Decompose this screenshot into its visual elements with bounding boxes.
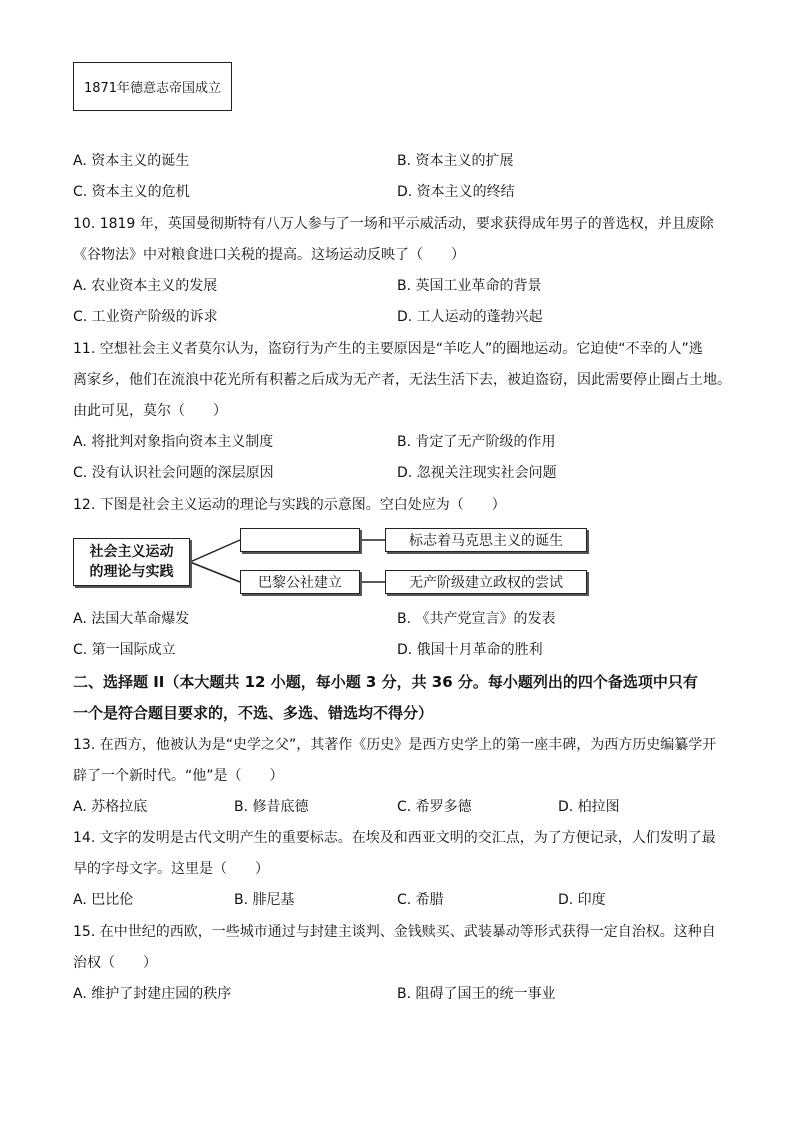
q14-option-d[interactable]: D. 印度 xyxy=(558,892,606,908)
q10-option-c[interactable]: C. 工业资产阶级的诉求 xyxy=(73,309,218,325)
q11-option-a[interactable]: A. 将批判对象指向资本主义制度 xyxy=(73,434,274,450)
diagram-regime-attempt-box xyxy=(385,570,587,594)
q11-stem-line2: 离家乡，他们在流浪中花光所有积蓄之后成为无产者，无法生活下去，被迫盗窃，因此需要停止圈占土地。 xyxy=(73,372,731,388)
q12-option-b[interactable]: B. 《共产党宣言》的发表 xyxy=(397,611,556,627)
diagram-root-box xyxy=(73,538,190,586)
q11-option-c[interactable]: C. 没有认识社会问题的深层原因 xyxy=(73,465,274,481)
q9-option-b[interactable]: B. 资本主义的扩展 xyxy=(397,153,514,169)
diagram-marxism-text: 标志着马克思主义的诞生 xyxy=(409,533,563,549)
q9-option-c[interactable]: C. 资本主义的危机 xyxy=(73,184,190,200)
diagram-regime-attempt-text: 无产阶级建立政权的尝试 xyxy=(409,575,563,591)
q9-option-d[interactable]: D. 资本主义的终结 xyxy=(397,184,515,200)
diagram-root-line2: 的理论与实践 xyxy=(89,564,174,580)
q13-stem-line2: 辟了一个新时代。“他”是（ ） xyxy=(73,768,284,784)
q13-option-b[interactable]: B. 修昔底德 xyxy=(234,799,309,815)
diagram-root-line1: 社会主义运动 xyxy=(89,544,174,560)
q9-option-a[interactable]: A. 资本主义的诞生 xyxy=(73,153,190,169)
q11-stem-line1: 11. 空想社会主义者莫尔认为，盗窃行为产生的主要原因是“羊吃人”的圈地运动。它迫使“不幸的人”逃 xyxy=(73,341,703,357)
q15-option-a[interactable]: A. 维护了封建庄园的秩序 xyxy=(73,986,232,1002)
diagram-blank-box xyxy=(240,528,360,552)
q15-stem-line1: 15. 在中世纪的西欧，一些城市通过与封建主谈判、金钱赎买、武装暴动等形式获得一定自治权。这种自 xyxy=(73,924,716,940)
q11-option-d[interactable]: D. 忽视关注现实社会问题 xyxy=(397,465,557,481)
q11-option-b[interactable]: B. 肯定了无产阶级的作用 xyxy=(397,434,556,450)
q12-option-c[interactable]: C. 第一国际成立 xyxy=(73,642,176,658)
q14-option-b[interactable]: B. 腓尼基 xyxy=(234,892,295,908)
q12-option-a[interactable]: A. 法国大革命爆发 xyxy=(73,611,190,627)
q13-option-d[interactable]: D. 柏拉图 xyxy=(558,799,620,815)
q12-stem-line1: 12. 下图是社会主义运动的理论与实践的示意图。空白处应为（ ） xyxy=(73,497,506,513)
q10-option-a[interactable]: A. 农业资本主义的发展 xyxy=(73,278,218,294)
diagram-paris-commune-text: 巴黎公社建立 xyxy=(258,575,342,591)
section2-heading-line2: 一个是符合题目要求的，不选、多选、错选均不得分） xyxy=(73,704,434,722)
diagram-paris-commune-box xyxy=(240,570,360,594)
section2-heading-line1: 二、选择题 II（本大题共 12 小题，每小题 3 分，共 36 分。每小题列出的四个备选项中只有 xyxy=(73,673,698,691)
q15-option-b[interactable]: B. 阻碍了国王的统一事业 xyxy=(397,986,556,1002)
q10-option-d[interactable]: D. 工人运动的蓬勃兴起 xyxy=(397,309,543,325)
q13-option-a[interactable]: A. 苏格拉底 xyxy=(73,799,148,815)
q14-option-a[interactable]: A. 巴比伦 xyxy=(73,892,134,908)
q12-option-d[interactable]: D. 俄国十月革命的胜利 xyxy=(397,642,543,658)
q14-stem-line1: 14. 文字的发明是古代文明产生的重要标志。在埃及和西亚文明的交汇点，为了方便记录，人们发明了最 xyxy=(73,830,716,846)
q14-option-c[interactable]: C. 希腊 xyxy=(397,892,444,908)
q10-option-b[interactable]: B. 英国工业革命的背景 xyxy=(397,278,542,294)
q13-option-c[interactable]: C. 希罗多德 xyxy=(397,799,472,815)
q13-stem-line1: 13. 在西方，他被认为是“史学之父”，其著作《历史》是西方史学上的第一座丰碑，为西方历史编纂学开 xyxy=(73,737,717,753)
q10-stem-line1: 10. 1819 年，英国曼彻斯特有八万人参与了一场和平示威活动，要求获得成年男子的普选权，并且废除 xyxy=(73,216,714,232)
diagram-marxism-box xyxy=(385,528,587,552)
top-box-text: 1871年德意志帝国成立 xyxy=(83,81,222,96)
q11-stem-line3: 由此可见，莫尔（ ） xyxy=(73,403,227,419)
q14-stem-line2: 早的字母文字。这里是（ ） xyxy=(73,861,269,877)
q15-stem-line2: 治权（ ） xyxy=(73,955,157,971)
q10-stem-line2: 《谷物法》中对粮食进口关税的提高。这场运动反映了（ ） xyxy=(73,247,465,263)
